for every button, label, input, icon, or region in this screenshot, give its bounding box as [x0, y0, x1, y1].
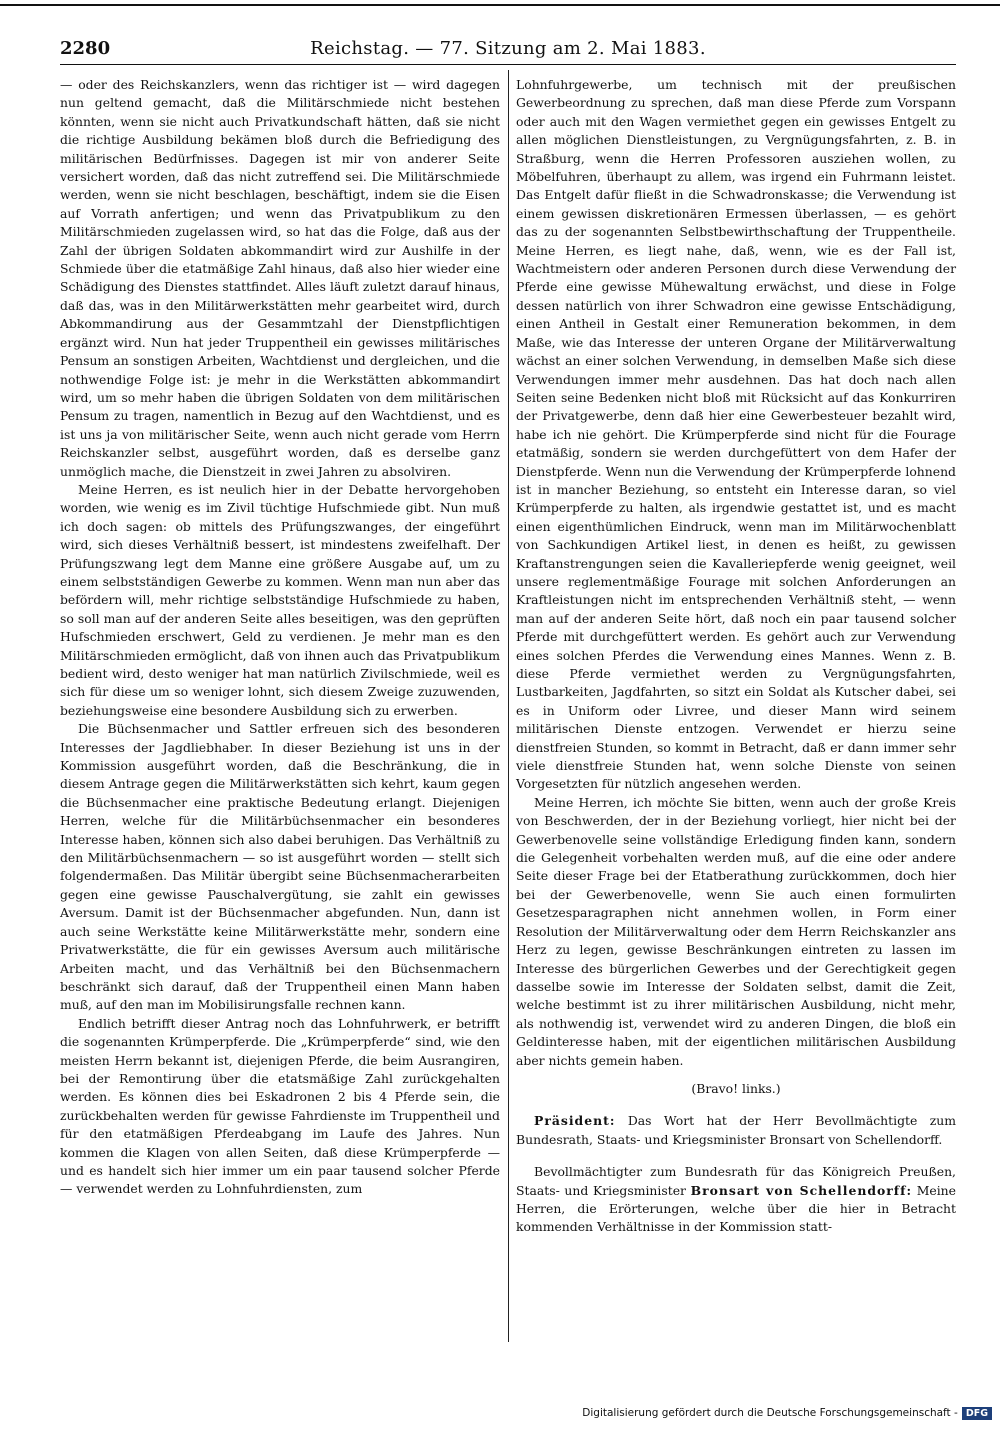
speaker-intro: Bevollmächtigter zum Bundesrath für das Königreich Preußen, Staats- und Kriegsminister [516, 1164, 956, 1198]
paragraph: Lohnfuhrgewerbe, um technisch mit der preußischen Gewerbeordnung zu sprechen, daß man diese Pferde zum Vorspann oder auch mit den Wagen vermiethet gegen ein gewisses Entgelt zu allen möglichen Dienstleistungen, zu Vergnügungsfahrten, z. B. in Straßburg, wenn die Herren Professoren ausziehen wollen, zu Möbelfuhren, überhaupt zu allem, was irgend ein Fuhrmann leistet. Das Entgelt dafür fließt in die Schwadronskasse; die Verwendung ist einem gewissen diskretionären Ermessen überlassen, — es gehört das zu der sogenannten Selbstbewirthschaftung der Truppentheile. Meine Herren, es liegt nahe, daß, wenn, wie es der Fall ist, Wachtmeistern oder anderen Personen durch diese Verwendung der Pferde eine gewisse Mühewaltung erwächst, und diese in Folge dessen natürlich von ihrer Schwadron eine gewisse Entschädigung, einen Antheil in Gestalt einer Remuneration bekommen, in dem Maße, wie das Interesse der unteren Organe der Militärverwaltung wächst an einer solchen Verwendung, in demselben Maße sich diese Verwendungen immer mehr ausdehnen. Das hat doch nach allen Seiten seine Bedenken nicht bloß mit Rücksicht auf das Konkurriren der Privatgewerbe, denn daß hier eine Gewerbesteuer bezahlt wird, habe ich nie gehört. Die Krümperpferde sind nicht für die Fourage etatmäßig, sondern sie werden durchgefüttert von dem Hafer der Dienstpferde. Wenn nun die Verwendung der Krümperpferde lohnend ist in mancher Beziehung, so entsteht ein Interesse daran, so viel Krümperpferde zu halten, als irgendwie gestattet ist, und es macht einen eigenthümlichen Eindruck, wenn man im Militärwochenblatt von Sachkundigen Artikel liest, in denen es heißt, zu gewissen Kraftanstrengungen seien die Kavalleriepferde wenig geeignet, weil unsere reglementmäßige Fourage mit solchen Anforderungen an Kraftleistungen nicht im entsprechenden Verhältniß steht, — wenn man auf der anderen Seite hört, daß noch ein paar tausend solcher Pferde mit durchgefüttert werden. Es gehört auch zur Verwendung eines solchen Pferdes die Verwendung eines Mannes. Wenn z. B. diese Pferde vermiethet werden zu Vergnügungsfahrten, Lustbarkeiten, Jagdfahrten, so sitzt ein Soldat als Kutscher dabei, sei es in Uniform oder Livree, und dieser Mann wird seinem militärischen Dienste entzogen. Verwendet er hierzu seine dienstfreien Stunden, so kommt in Betracht, daß er dann immer sehr viele dienstfreie Stunden hat, wenn solche Dienste von seinen Vorgesetzten für nützlich angesehen werden. [516, 77, 956, 792]
paragraph-text: Das Wort hat der Herr Bevollmächtigte zum Bundesrath, Staats- und Kriegsminister Bronsart von Schellendorff. [516, 1113, 956, 1147]
speaker-president: Präsident: [534, 1113, 616, 1129]
paragraph: Meine Herren, es ist neulich hier in der Debatte hervorgehoben worden, wie wenig es im Zivil tüchtige Hufschmiede gibt. Nun muß ich doch sagen: ob mittels des Prüfungszwanges, der eingeführt wird, sich dieses Verhältniß bessert, ist mindestens zweifelhaft. Der Prüfungszwang legt dem Manne eine größere Ausgabe auf, um zu einem selbstständigen Gewerbe zu kommen. Wenn man nun aber das befördern will, mehr richtige selbstständige Hufschmiede zu haben, so soll man auf der anderen Seite alles beseitigen, was den geprüften Hufschmieden erschwert, Geld zu verdienen. Je mehr man es den Militärschmieden ermöglicht, daß von ihnen auch das Privatpublikum bedient wird, desto weniger hat man natürlich Zivilschmiede, weil es sich für diese um so weniger lohnt, sich diesem Zweige zuzuwenden, beziehungsweise eine besondere Ausbildung sich zu erwerben. [60, 481, 500, 718]
footer-text: Digitalisierung gefördert durch die Deutsche Forschungsgemeinschaft - [582, 1407, 958, 1419]
column-rule [508, 70, 509, 1342]
page-number: 2280 [60, 38, 111, 59]
paragraph: — oder des Reichskanzlers, wenn das richtiger ist — wird dagegen nun geltend gemacht, daß die Militärschmiede nicht bestehen könnten, wenn sie nicht auch Privatkundschaft hätten, daß sie nicht die richtige Ausbildung bekämen bloß durch die Befriedigung des militärischen Bedürfnisses. Dagegen ist mir von anderer Seite versichert worden, daß das nicht zutreffend sei. Die Militärschmiede werden, wenn sie nicht beschlagen, beschäftigt, indem sie die Eisen auf Vorrath anfertigen; und wenn das Privatpublikum zu den Militärschmieden zugelassen wird, so hat das die Folge, daß aus der Zahl der übrigen Soldaten abkommandirt wird zur Aushilfe in der Schmiede über die etatmäßige Zahl hinaus, daß also hier wieder eine Schädigung des Dienstes stattfindet. Alles läuft zuletzt darauf hinaus, daß das, was in den Militärwerkstätten mehr gearbeitet wird, durch Abkommandirung aus der Gesammtzahl der Dienstpflichtigen ergänzt wird. Nun hat jeder Truppentheil ein gewisses militärisches Pensum an sonstigen Arbeiten, Wachtdienst und dergleichen, und die nothwendige Folge ist: je mehr in die Werkstätten abkommandirt wird, um so mehr haben die übrigen Soldaten von dem militärischen Pensum zu tragen, namentlich in Bezug auf den Wachtdienst, und es ist uns ja von militärischer Seite, wenn auch nicht gerade vom Herrn Reichskanzler selbst, ausgeführt worden, daß es derselbe ganz unmöglich mache, die Dienstzeit in zwei Jahren zu absolviren. [60, 77, 500, 479]
paragraph: Endlich betrifft dieser Antrag noch das Lohnfuhrwerk, er betrifft die sogenannten Krümperpferde. Die „Krümperpferde“ sind, wie den meisten Herrn bekannt ist, diejenigen Pferde, die beim Ausrangiren, bei der Remontirung über die etatsmäßige Zahl zurückgehalten werden. Es können dies bei Eskadronen 2 bis 4 Pferde sein, die zurückbehalten werden für gewisse Fahrdienste im Truppentheil und für den etatmäßigen Pferdeabgang im Laufe des Jahres. Nun kommen die Klagen von allen Seiten, daß diese Krümperpferde — und es handelt sich hier immer um ein paar tausend solcher Pferde — verwendet werden zu Lohnfuhrdiensten, zum [60, 1015, 500, 1197]
president-paragraph [516, 1112, 956, 1149]
dfg-logo: DFG [962, 1407, 992, 1420]
paragraph: Die Büchsenmacher und Sattler erfreuen sich des besonderen Interesses der Jagdliebhaber. In dieser Beziehung ist uns in der Kommission ausgeführt worden, daß die Beschränkung, die in diesem Antrage gegen die Militärwerkstätten sich kehrt, kaum gegen die Büchsenmacher eine praktische Bedeutung erlangt. Diejenigen Herren, welche für die Militärbüchsenmacher ein besonderes Interesse haben, können sich also dabei beruhigen. Das Verhältniß zu den Militärbüchsenmachern — so ist ausgeführt worden — stellt sich folgendermaßen. Das Militär übergibt seine Büchsenmacherarbeiten gegen eine gewisse Pauschalvergütung, sie zahlt ein gewisses Aversum. Damit ist der Büchsenmacher abgefunden. Nun, dann ist auch seine Werkstätte keine Militärwerkstätte mehr, sondern eine Privatwerkstätte, die für ein gewisses Aversum auch militärische Arbeiten macht, und das Verhältniß bei den Büchsenmachern beschränkt sich darauf, daß der Truppentheil einen Mann haben muß, auf den man im Mobilisirungsfalle rechnen kann. [60, 721, 500, 1013]
left-column [60, 76, 500, 1346]
header-rule [60, 64, 956, 65]
applause-note: (Bravo! links.) [691, 1080, 781, 1096]
page-header [60, 38, 956, 62]
speaker-minister: Bronsart von Schellendorff: [690, 1182, 913, 1198]
top-rule [0, 4, 1000, 6]
right-column [516, 76, 956, 1366]
funding-footer [582, 1407, 992, 1420]
paragraph: Meine Herren, ich möchte Sie bitten, wenn auch der große Kreis von Beschwerden, der in der Beziehung vorliegt, hier nicht bei der Gewerbenovelle seine vollständige Erledigung finden kann, sondern die Gelegenheit vorbehalten werden muß, auf die eine oder andere Seite dieser Frage bei der Etatberathung zurückkommen, doch hier bei der Gewerbenovelle, wenn Sie auch einen formulirten Gesetzesparagraphen nicht annehmen wollen, in Form einer Resolution der Militärverwaltung oder dem Herrn Reichskanzler ans Herz zu legen, gewisse Beschränkungen eintreten zu lassen im Interesse des bürgerlichen Gewerbes und der Gerechtigkeit gegen dasselbe sowie im Interesse der Soldaten selbst, damit die Zeit, welche bestimmt ist zu ihrer militärischen Ausbildung, nicht mehr, als nothwendig ist, verwendet wird zu anderen Dingen, die bloß ein Geldinteresse haben, mit der eigentlichen militärischen Ausbildung aber nichts gemein haben. [516, 794, 956, 1068]
paragraph-text: Meine Herren, die Erörterungen, welche über die hier in Betracht kommenden Verhältnisse in der Kommission statt- [516, 1182, 956, 1235]
minister-paragraph [516, 1163, 956, 1237]
running-title: Reichstag. — 77. Sitzung am 2. Mai 1883. [310, 38, 706, 59]
